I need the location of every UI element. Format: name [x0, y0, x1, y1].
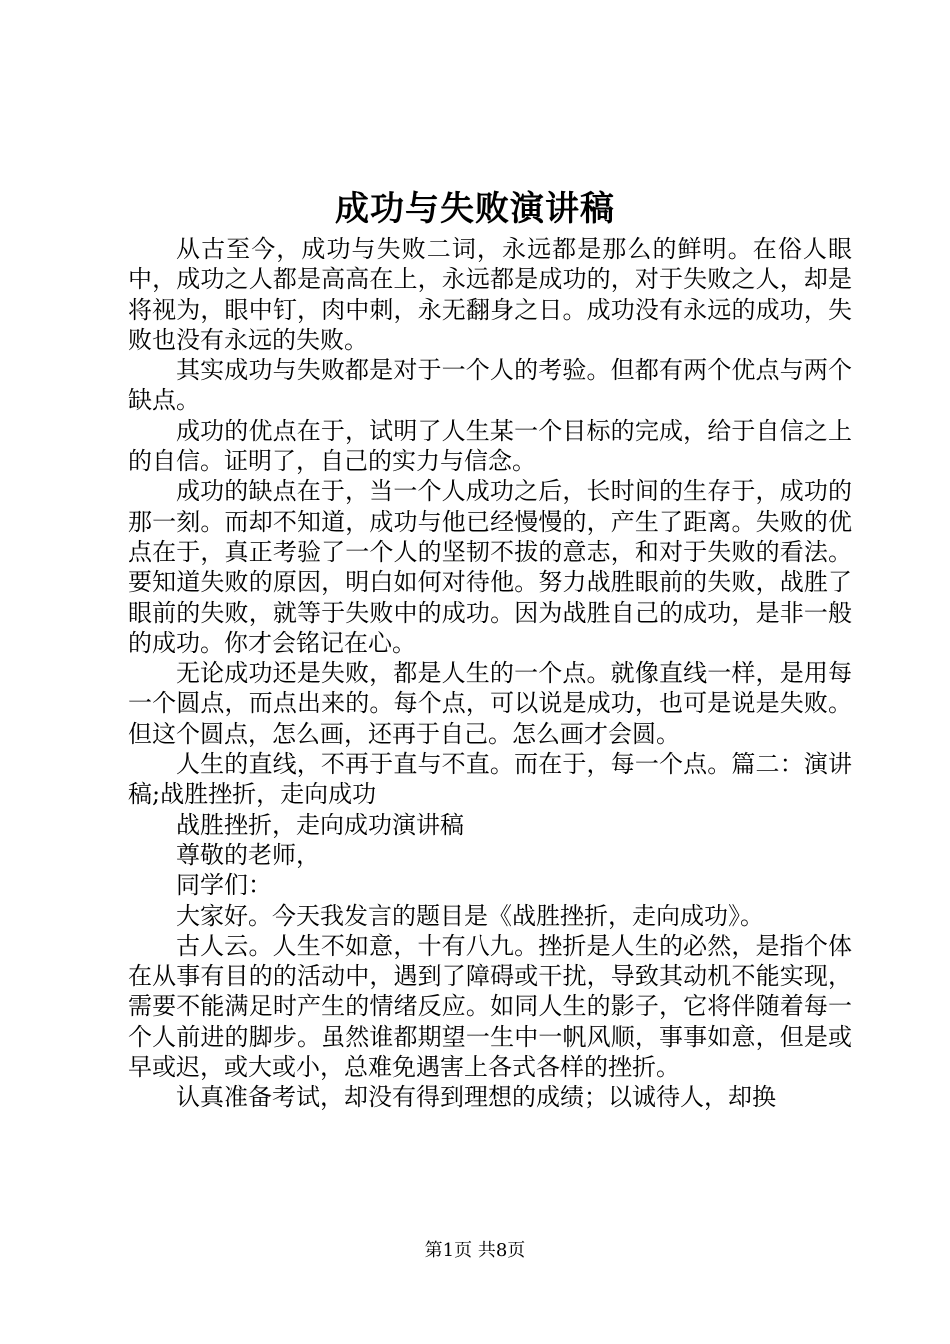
paragraph: 成功的优点在于，试明了人生某一个目标的完成，给于自信之上的自信。证明了，自己的实力与信念。: [128, 416, 852, 476]
paragraph: 成功的缺点在于，当一个人成功之后，长时间的生存于，成功的那一刻。而却不知道，成功与他已经慢慢的，产生了距离。失败的优点在于，真正考验了一个人的坚韧不拔的意志，和对于失败的看法。要知道失败的原因，明白如何对待他。努力战胜眼前的失败，战胜了眼前的失败，就等于失败中的成功。因为战胜自己的成功，是非一般的成功。你才会铭记在心。: [128, 477, 852, 657]
paragraph: 战胜挫折，走向成功演讲稿: [176, 810, 464, 839]
page-title: 成功与失败演讲稿: [335, 189, 615, 229]
document-body: [128, 234, 852, 1113]
paragraph: 尊敬的老师，: [176, 840, 320, 869]
paragraph: 其实成功与失败都是对于一个人的考验。但都有两个优点与两个缺点。: [128, 356, 852, 415]
paragraph: 认真准备考试，却没有得到理想的成绩；以诚待人，却换: [176, 1083, 776, 1112]
paragraph: 从古至今，成功与失败二词，永远都是那么的鲜明。在俗人眼中，成功之人都是高高在上，永远都是成功的，对于失败之人，却是将视为，眼中钉，肉中刺，永无翻身之日。成功没有永远的成功，失败也没有永远的失败。: [128, 235, 852, 354]
paragraph: 古人云。人生不如意，十有八九。挫折是人生的必然，是指个体在从事有目的的活动中，遇到了障碍或干扰，导致其动机不能实现，需要不能满足时产生的情绪反应。如同人生的影子，它将伴随着每一个人前进的脚步。虽然谁都期望一生中一帆风顺，事事如意，但是或早或迟，或大或小，总难免遇害上各式各样的挫折。: [128, 931, 852, 1082]
paragraph: 同学们：: [176, 871, 272, 900]
paragraph: 人生的直线，不再于直与不直。而在于，每一个点。篇二：演讲稿;战胜挫折，走向成功: [128, 750, 852, 809]
paragraph: 大家好。今天我发言的题目是《战胜挫折，走向成功》。: [176, 901, 764, 930]
paragraph: 无论成功还是失败，都是人生的一个点。就像直线一样，是用每一个圆点，而点出来的。每个点，可以说是成功，也可是说是失败。但这个圆点，怎么画，还再于自己。怎么画才会圆。: [128, 659, 852, 748]
page-number-footer: 第1页 共8页: [424, 1240, 526, 1261]
